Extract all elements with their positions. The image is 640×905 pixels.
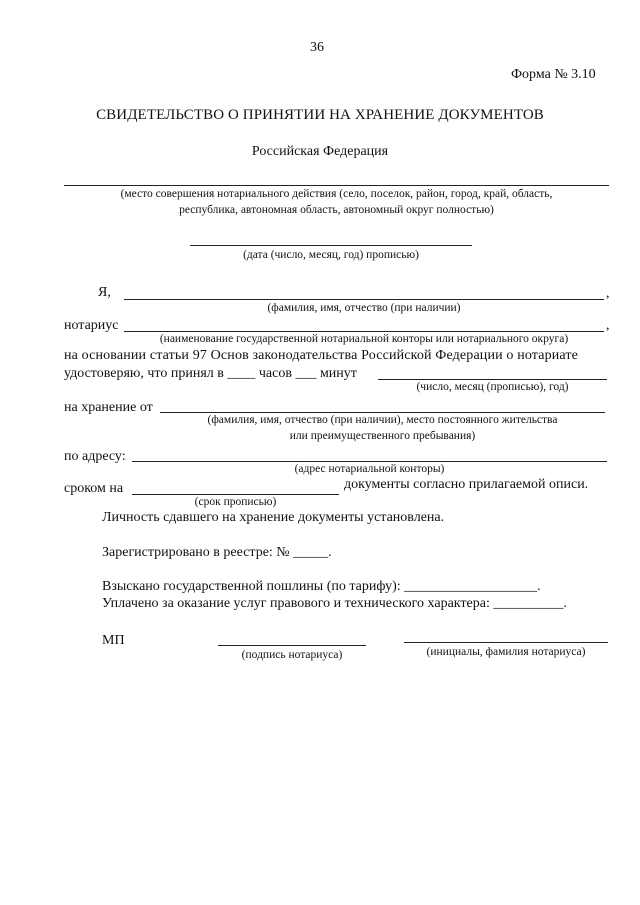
registry-text: Зарегистрировано в реестре: № _____. (102, 545, 332, 560)
signature-hint: (подпись нотариуса) (241, 649, 343, 661)
depositor-hint-2: или преимущественного пребывания) (289, 430, 476, 442)
notary-label: нотариус (64, 318, 119, 333)
signature-line (218, 645, 366, 646)
certify-text: удостоверяю, что принял в ____ часов ___ минут (64, 366, 357, 381)
duty-text: Взыскано государственной пошлины (по тарифу): ___________________. (102, 579, 541, 594)
address-hint: (адрес нотариальной конторы) (294, 463, 445, 475)
certify-date-hint: (число, месяц (прописью), год) (416, 381, 569, 393)
initials-hint: (инициалы, фамилия нотариуса) (426, 646, 586, 658)
fio-comma: , (606, 286, 610, 301)
address-line (132, 461, 607, 462)
place-line (64, 185, 609, 186)
ya-label: Я, (98, 285, 111, 300)
basis-text: на основании статьи 97 Основ законодательства Российской Федерации о нотариате (64, 348, 579, 363)
office-comma: , (606, 318, 610, 333)
country-name: Российская Федерация (251, 144, 389, 159)
place-hint-1: (место совершения нотариального действия (село, поселок, район, город, край, область, (120, 188, 553, 200)
term-hint: (срок прописью) (194, 496, 277, 508)
initials-line (404, 642, 608, 643)
place-hint-2: республика, автономная область, автономный округ полностью) (179, 204, 494, 216)
office-line (124, 331, 604, 332)
certify-date-line (378, 379, 607, 380)
fio-line (124, 299, 604, 300)
term-label: сроком на (64, 481, 124, 496)
fio-hint: (фамилия, имя, отчество (при наличии) (267, 302, 461, 314)
paid-text: Уплачено за оказание услуг правового и технического характера: __________. (102, 596, 567, 611)
mp-label: МП (102, 633, 125, 648)
date-line (190, 245, 472, 246)
term-tail: документы согласно прилагаемой описи. (344, 477, 589, 492)
address-label: по адресу: (64, 449, 126, 464)
office-hint: (наименование государственной нотариальной конторы или нотариального округа) (159, 333, 569, 345)
identity-text: Личность сдавшего на хранение документы установлена. (102, 510, 445, 525)
document-title: СВИДЕТЕЛЬСТВО О ПРИНЯТИИ НА ХРАНЕНИЕ ДОКУМЕНТОВ (96, 107, 544, 123)
term-line (132, 494, 339, 495)
page-number: 36 (310, 40, 324, 55)
depositor-line (160, 412, 605, 413)
storage-from-label: на хранение от (64, 400, 153, 415)
depositor-hint-1: (фамилия, имя, отчество (при наличии), место постоянного жительства (207, 414, 558, 426)
form-number: Форма № 3.10 (511, 67, 596, 82)
date-hint: (дата (число, месяц, год) прописью) (243, 249, 419, 261)
